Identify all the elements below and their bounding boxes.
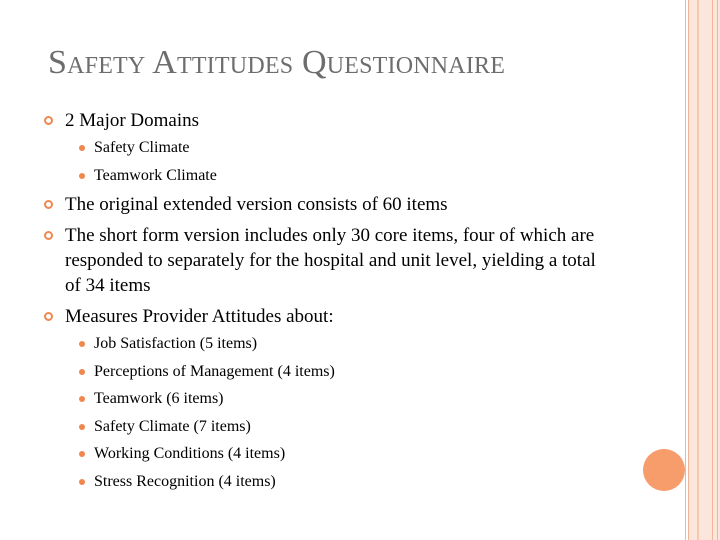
ring-bullet-icon: [44, 116, 53, 125]
decorative-band-line: [685, 0, 686, 540]
ring-bullet-icon: [44, 231, 53, 240]
bullet-item: [44, 223, 604, 298]
sub-bullet-item: [65, 137, 604, 158]
bullet-text: The original extended version consists of 60 items: [65, 194, 448, 215]
sub-bullet-text: Teamwork Climate: [94, 166, 217, 184]
slide-title: Safety Attitudes Questionnaire: [48, 44, 506, 81]
sub-bullet-item: [65, 361, 604, 382]
ring-bullet-icon: [44, 312, 53, 321]
sub-bullet-item: [65, 443, 604, 464]
sub-bullet-text: Stress Recognition (4 items): [94, 472, 276, 490]
dot-bullet-icon: [79, 145, 85, 151]
bullet-text: 2 Major Domains: [65, 110, 200, 131]
ring-bullet-icon: [44, 200, 53, 209]
decorative-circle: [643, 449, 685, 491]
sub-bullet-text: Job Satisfaction (5 items): [94, 335, 258, 352]
dot-bullet-icon: [79, 424, 85, 430]
bullet-list: [44, 108, 604, 498]
sub-bullet-text: Working Conditions (4 items): [94, 445, 286, 462]
sub-bullet-text: Perceptions of Management (4 items): [94, 362, 335, 380]
sub-bullet-text: Teamwork (6 items): [94, 390, 224, 407]
sub-bullet-list: [65, 333, 604, 492]
bullet-item: [44, 304, 604, 492]
sub-bullet-item: [65, 388, 604, 409]
sub-bullet-item: [65, 416, 604, 437]
bullet-item: [44, 108, 604, 186]
bullet-item: [44, 192, 604, 217]
sub-bullet-text: Safety Climate (7 items): [94, 417, 251, 435]
sub-bullet-item: [65, 333, 604, 354]
dot-bullet-icon: [79, 369, 85, 375]
dot-bullet-icon: [79, 479, 85, 485]
decorative-band-line: [717, 0, 718, 540]
sub-bullet-item: [65, 165, 604, 186]
dot-bullet-icon: [79, 451, 85, 457]
decorative-side-band: [688, 0, 720, 540]
decorative-band-line: [688, 0, 689, 540]
decorative-band-line: [697, 0, 699, 540]
sub-bullet-item: [65, 471, 604, 492]
decorative-band-line: [712, 0, 713, 540]
bullet-text: Measures Provider Attitudes about:: [65, 306, 334, 327]
sub-bullet-list: [65, 137, 604, 186]
dot-bullet-icon: [79, 173, 85, 179]
sub-bullet-text: Safety Climate: [94, 139, 190, 156]
bullet-text: The short form version includes only 30 core items, four of which are responded to separately for the hospital and unit level, yielding a total of 34 items: [65, 225, 596, 296]
dot-bullet-icon: [79, 396, 85, 402]
dot-bullet-icon: [79, 341, 85, 347]
